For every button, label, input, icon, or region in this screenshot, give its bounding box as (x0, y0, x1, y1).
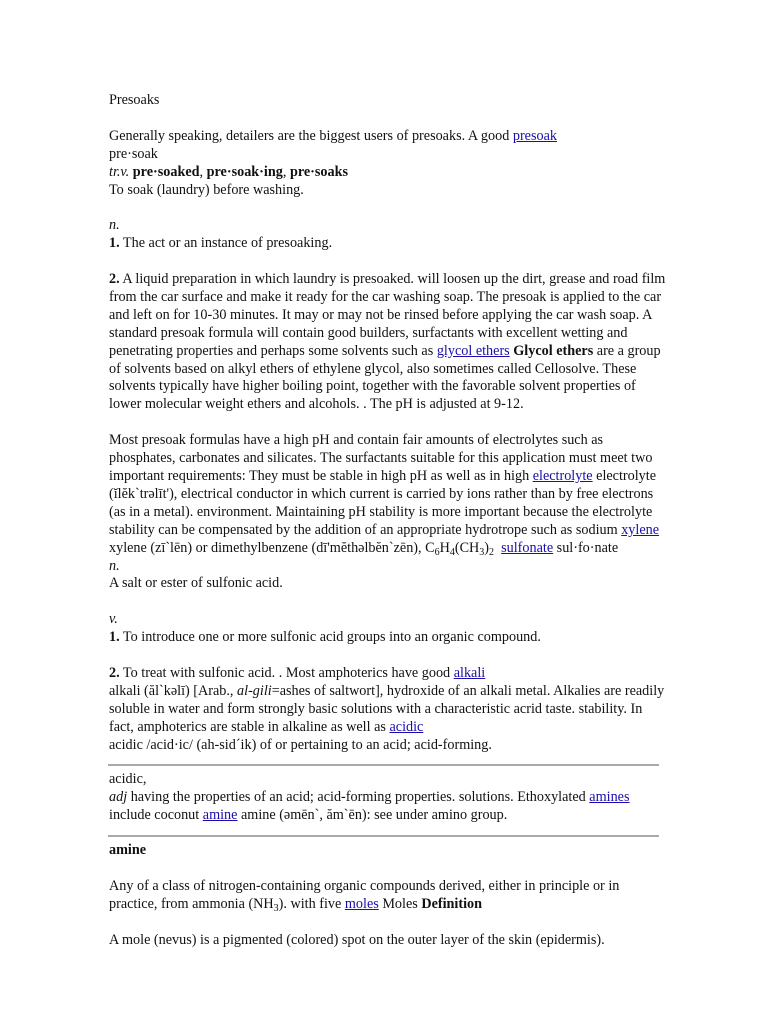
mole-definition: A mole (nevus) is a pigmented (colored) spot on the outer layer of the skin (epidermis). (109, 931, 605, 948)
formula-part: H (439, 539, 450, 556)
electrolyte-link[interactable]: electrolyte (532, 467, 593, 484)
def-number: 1. (109, 235, 120, 252)
intro-text: Generally speaking, detailers are the biggest users of presoaks. A good (109, 127, 513, 144)
amine-heading: amine (109, 842, 147, 859)
verb-label: v. (109, 611, 118, 628)
def-text: To treat with sulfonic acid. . Most amphoterics have good (119, 664, 454, 681)
acidic-link[interactable]: acidic (389, 718, 424, 735)
def-text: The act or an instance of presoaking. (119, 235, 333, 252)
section-divider (108, 764, 659, 766)
glycol-ethers-link[interactable]: glycol ethers (436, 342, 510, 359)
presoak-pronunciation: pre·soak (109, 145, 158, 162)
acidic-text-cont: include coconut (109, 807, 203, 824)
page-title: Presoaks (109, 92, 160, 108)
subscript: 3 (273, 902, 279, 914)
amine-text: Any of a class of nitrogen-containing organic compounds derived, either in principle or in practice, from ammonia (NH (109, 877, 620, 912)
glycol-ethers-text: are a group of solvents based on alkyl ethers of ethylene glycol, also sometimes called Cellosolve. These solvents typically have higher boiling point, together with the favorable solvent properties of lower molecular weight ethers and alcohols. . The pH is adjusted at 9-12. (109, 342, 661, 413)
sulfonate-definition: A salt or ester of sulfonic acid. (109, 575, 283, 592)
presoak-pos: tr.v. (109, 163, 130, 180)
noun-label: n. (109, 557, 120, 574)
amine-pronunciation: amine (əmēn`, ăm`ēn): see under amino group. (237, 807, 508, 824)
noun-def-1 (109, 235, 669, 253)
def-text: A liquid preparation in which laundry is presoaked. will loosen up the dirt, grease and road film from the car surface and make it ready for the car washing soap. The presoak is applied to the car and left on for 10-30 minutes. It may or may not be rinsed before applying the car wash soap. A standard presoak formula will contain good builders, surfactants with excellent wetting and penetrating properties and perhaps some solvents such as (109, 271, 666, 359)
noun-label: n. (109, 217, 120, 234)
formula-part: ) (484, 539, 490, 556)
adj-label: adj (109, 789, 128, 806)
subscript: 4 (449, 546, 455, 558)
verb-def-1 (109, 629, 669, 647)
def-number: 2. (109, 271, 120, 288)
document-body (109, 92, 669, 950)
acidic-block (109, 771, 669, 825)
form-presoaks: pre·soaks (289, 163, 349, 180)
alkali-etymology: al-gili (237, 682, 272, 699)
acidic-heading: acidic, (109, 771, 147, 788)
amine-text-cont: ). with five (278, 895, 345, 912)
presoak-meaning: To soak (laundry) before washing. (109, 181, 304, 198)
acidic-definition: acidic /acid·ic/ (ah-sid´ik) of or pertaining to an acid; acid-forming. (109, 736, 492, 753)
presoak-formulas-paragraph (109, 432, 669, 593)
paragraph-text: xylene (zī`lēn) or dimethylbenzene (dī'mĕthəlbĕn`zēn), C (109, 539, 435, 556)
noun-def-2 (109, 271, 669, 414)
moles-link[interactable]: moles (344, 895, 379, 912)
definition-heading: Definition (421, 895, 483, 912)
alkali-link[interactable]: alkali (453, 664, 486, 681)
paragraph-text: electrolyte (ĭlĕk`trəlīt'), electrical conductor in which current is carried by ions rather than by free electrons (as in a metal). environment. Maintaining pH stability is more important because the electrolyte stability can be compensated by the addition of an appropriate hydrotrope such as sodium (109, 467, 657, 538)
amine-definition (109, 878, 669, 914)
def-text: To introduce one or more sulfonic acid groups into an organic compound. (119, 629, 541, 646)
sulfonate-pronunciation: sul·fo·nate (553, 539, 619, 556)
moles-text: Moles (378, 895, 422, 912)
formula-part: (CH (454, 539, 480, 556)
alkali-definition-cont: =ashes of saltwort], hydroxide of an alkali metal. Alkalies are readily soluble in water and form strongly basic solutions with a characteristic acrid taste. stability. In fact, amphoterics are stable in alkaline as well as (109, 682, 665, 735)
section-divider (108, 835, 659, 837)
presoak-link[interactable]: presoak (512, 127, 557, 144)
subscript: 6 (434, 546, 440, 558)
paragraph-text: Most presoak formulas have a high pH and contain fair amounts of electrolytes such as phosphates, carbonates and silicates. The surfactants suitable for this application must meet two important requirements: They must be stable in high pH as well as in high (109, 432, 653, 484)
intro-paragraph: Generally speaking, detailers are the biggest users of presoaks. A good presoak pre·soak tr.v. pre·soaked, pre·soak·ing, pre·soaks To soak (laundry) before washing. (109, 127, 557, 198)
acidic-text: having the properties of an acid; acid-forming properties. solutions. Ethoxylated (127, 789, 590, 806)
alkali-definition: alkali (ăl`kəlī) [Arab., (109, 682, 238, 699)
verb-def-2 (109, 665, 669, 755)
form-presoaked: pre·soaked (132, 163, 200, 180)
subscript: 2 (489, 546, 495, 558)
glycol-ethers-term: Glycol ethers (513, 342, 594, 359)
amines-link[interactable]: amines (589, 789, 630, 806)
sulfonate-link[interactable]: sulfonate (501, 539, 554, 556)
def-number: 2. (109, 664, 120, 681)
form-presoaking: pre·soak·ing (206, 163, 283, 180)
xylene-link[interactable]: xylene (621, 521, 660, 538)
def-number: 1. (109, 629, 120, 646)
amine-link[interactable]: amine (202, 807, 238, 824)
subscript: 3 (479, 546, 485, 558)
